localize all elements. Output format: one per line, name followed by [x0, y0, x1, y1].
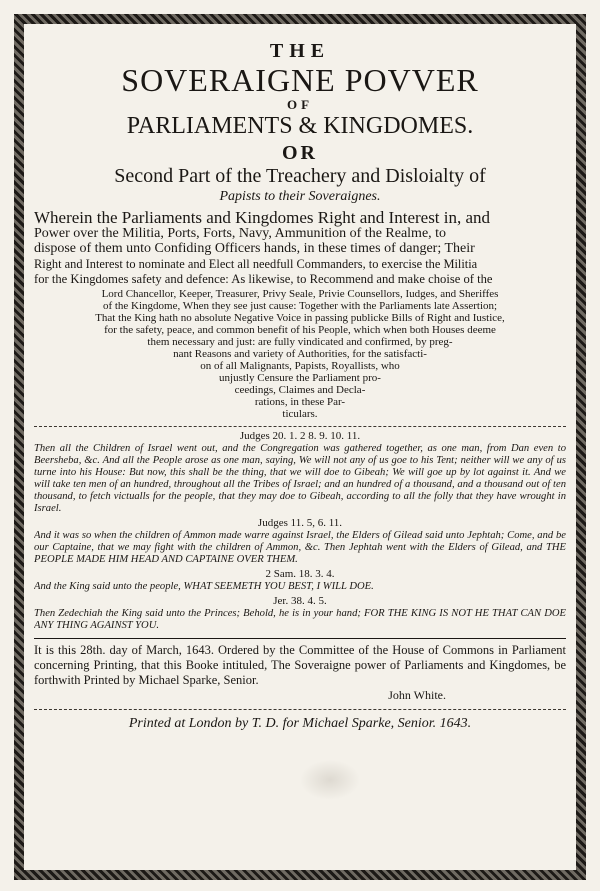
intro-paragraph	[34, 210, 566, 288]
scripture-reference: Judges 11. 5, 6. 11.	[257, 516, 343, 529]
subtitle-cont: Papists to their Soveraignes.	[219, 189, 381, 204]
intro-funnel	[34, 288, 566, 420]
scripture-quote: Then all the Children of Israel went out, and the Congregation was gathered together, as one man, from Dan even to Beersheba, &c. And all the People arose as one man, saying, We will not any of us goe to his Tent; neither will we any of us turne into his House: But now, this shall be the thing, that we will doe to Gibeah; We will goe up by lot against it. And we will take ten men of an hundred, throughout all the Tribes of Israel; and an hundred of a thousand, and a thousand out of ten thousand, to fetch victualls for the people, that they may doe to Gibeah, according to all the folly that they have wrought in Israel.	[34, 442, 566, 514]
order-signature: John White.	[388, 687, 446, 702]
funnel-line: of the Kingdome, When they see just cause: Together with the Parliaments late Assertion;	[102, 299, 498, 312]
intro-line: for the Kingdomes safety and defence: As likewise, to Recommend and make choise of the	[34, 272, 493, 286]
scripture-reference: Judges 20. 1. 2 8. 9. 10. 11.	[239, 429, 361, 442]
funnel-line: for the safety, peace, and common benefit of his People, which when both Houses deeme	[104, 323, 496, 336]
funnel-line: unjustly Censure the Parliament pro-	[219, 371, 381, 384]
divider-rule	[34, 638, 566, 639]
intro-lead: Wherein the Parliaments and Kingdomes Right and Interest in, and	[34, 208, 491, 227]
intro-line: dispose of them unto Confiding Officers hands, in these times of danger; Their	[34, 241, 475, 256]
funnel-line: on of all Malignants, Papists, Royallists, who	[200, 359, 400, 372]
funnel-line: Lord Chancellor, Keeper, Treasurer, Privy Seale, Privie Counsellors, Iudges, and Sheriffes	[101, 287, 499, 300]
divider-rule	[34, 426, 566, 427]
printing-order: It is this 28th. day of March, 1643. Ordered by the Committee of the House of Commons in Parliament concerning Printing, that this Booke intituled, The Soveraigne power of Parliaments and Kingdomes, be forthwith Printed by Michael Sparke, Senior.	[34, 642, 566, 687]
intro-line: Power over the Militia, Ports, Forts, Navy, Ammunition of the Realme, to	[34, 225, 447, 241]
page-content	[34, 36, 566, 862]
scripture-section	[34, 430, 566, 632]
intro-line: Right and Interest to nominate and Elect all needfull Commanders, to exercise the Militia	[34, 256, 478, 271]
funnel-line: rations, in these Par-	[254, 395, 346, 408]
scripture-reference: 2 Sam. 18. 3. 4.	[265, 567, 335, 580]
funnel-line: nant Reasons and variety of Authorities, for the satisfacti-	[173, 347, 427, 360]
title-main: SOVERAIGNE POVVER	[121, 62, 479, 98]
scripture-quote: Then Zedechiah the King said unto the Princes; Behold, he is in your hand; FOR THE KING IS NOT HE THAT CAN DOE ANY THING AGAINST YOU.	[34, 607, 566, 631]
title-the: THE	[269, 40, 331, 62]
scripture-reference: Jer. 38. 4. 5.	[273, 594, 327, 607]
title-of: OF	[286, 97, 314, 112]
scripture-quote: And the King said unto the people, WHAT SEEMETH YOU BEST, I WILL DOE.	[34, 580, 374, 592]
funnel-line: ceedings, Claimes and Decla-	[234, 383, 366, 396]
subtitle: Second Part of the Treachery and Disloialty of	[114, 165, 486, 187]
scripture-quote: And it was so when the children of Ammon made warre against Israel, the Elders of Gilead said unto Jephtah; Come, and be our Captaine, that we may fight with the children of Ammon, &c. Then Jephtah went with the Elders of Gilead, and THE PEOPLE MADE HIM HEAD AND CAPTAINE OVER THEM.	[34, 529, 566, 565]
title-parliaments: PARLIAMENTS & KINGDOMES.	[126, 113, 474, 139]
funnel-line: That the King hath no absolute Negative Voice in passing publicke Bills of Right and Iustice,	[95, 311, 505, 324]
divider-rule	[34, 709, 566, 710]
imprint-line: Printed at London by T. D. for Michael Sparke, Senior. 1643.	[128, 715, 472, 731]
funnel-line: them necessary and just: are fully vindicated and confirmed, by preg-	[147, 335, 453, 348]
title-or: OR	[282, 142, 318, 164]
funnel-line: ticulars.	[282, 407, 318, 420]
